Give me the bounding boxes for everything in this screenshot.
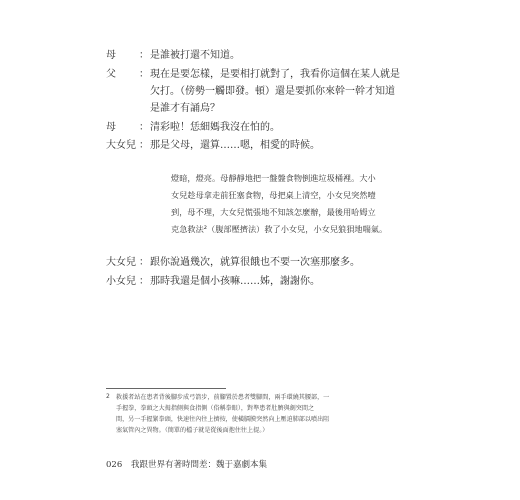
speaker-colon: ： <box>139 122 149 133</box>
dialogue-line <box>106 255 360 270</box>
dialogue-text: 是誰被打還不知道。 <box>150 50 240 61</box>
dialogue-line <box>106 274 320 289</box>
dialogue-line <box>106 48 240 63</box>
dialogue-continuation: 欠打。（傍勢一觸即發。頓）還是要抓你來幹一幹才知道 <box>150 86 395 97</box>
speaker-name: 父 <box>106 69 116 80</box>
footnote-line: 救援者站在患者背後腳步成弓箭步，前腳置於患者雙腳間，兩手環繞其腰部，一 <box>116 394 330 401</box>
footnote-marker: 2 <box>106 393 110 400</box>
speaker-name: 小女兒 <box>106 276 136 287</box>
dialogue-line <box>106 138 320 153</box>
stage-direction-line: 到，母不理，大女兒慌張地不知該怎麼辦，最後用哈姆立 <box>171 207 376 217</box>
dialogue-text: 跟你說過幾次，就算很餓也不要一次塞那麼多。 <box>150 257 360 268</box>
stage-direction-line: 克急救法²（腹部壓擠法）救了小女兒，小女兒狼狽地喘氣。 <box>171 224 388 234</box>
running-title: 我跟世界有著時間差：魏于嘉劇本集 <box>130 460 267 470</box>
dialogue-line <box>106 120 280 135</box>
speaker-colon: ： <box>139 50 149 61</box>
stage-direction-line: 女兒趁母拿走前狂塞食物，母把桌上清空，小女兒突然噎 <box>171 190 376 200</box>
speaker-colon: ： <box>139 140 149 151</box>
dialogue-line <box>106 67 400 82</box>
stage-direction-line: 燈暗，燈亮。母靜靜地把一盤盤食物倒進垃圾桶裡。大小 <box>171 173 376 183</box>
dialogue-continuation: 是誰才有誦烏？ <box>150 103 220 114</box>
footnote-divider <box>106 388 226 389</box>
footnote-line: 塞氣管內之異物。（簡單的檔子就是從後面抱住往上提。） <box>116 427 269 434</box>
dialogue-text: 清彩啦！恁細媽我沒在怕的。 <box>150 122 280 133</box>
speaker-name: 大女兒 <box>106 140 136 151</box>
dialogue-text: 那時我還是個小孩嘛……姊，謝謝你。 <box>150 276 320 287</box>
footnote-line: 間，另一手握緊拳頭，快速往內往上擠按，使橫膈膜突然向上壓迫肺部以噴出阻 <box>116 416 330 423</box>
dialogue-text: 現在是要怎樣，是要相打就對了，我看你這個在某人就是 <box>150 69 400 80</box>
page-number: 026 <box>106 460 123 470</box>
footnote-line: 手握拳，拳頭之大拇指側與食指側（俗稱拳眼），對準患者肚臍與劍突間之 <box>116 405 315 412</box>
speaker-name: 母 <box>106 50 116 61</box>
page-footer <box>106 458 267 470</box>
speaker-name: 大女兒 <box>106 257 136 268</box>
dialogue-text: 那是父母，還算……嗯，相愛的時候。 <box>150 140 320 151</box>
speaker-colon: ： <box>139 257 149 268</box>
speaker-colon: ： <box>139 276 149 287</box>
speaker-colon: ： <box>139 69 149 80</box>
speaker-name: 母 <box>106 122 116 133</box>
